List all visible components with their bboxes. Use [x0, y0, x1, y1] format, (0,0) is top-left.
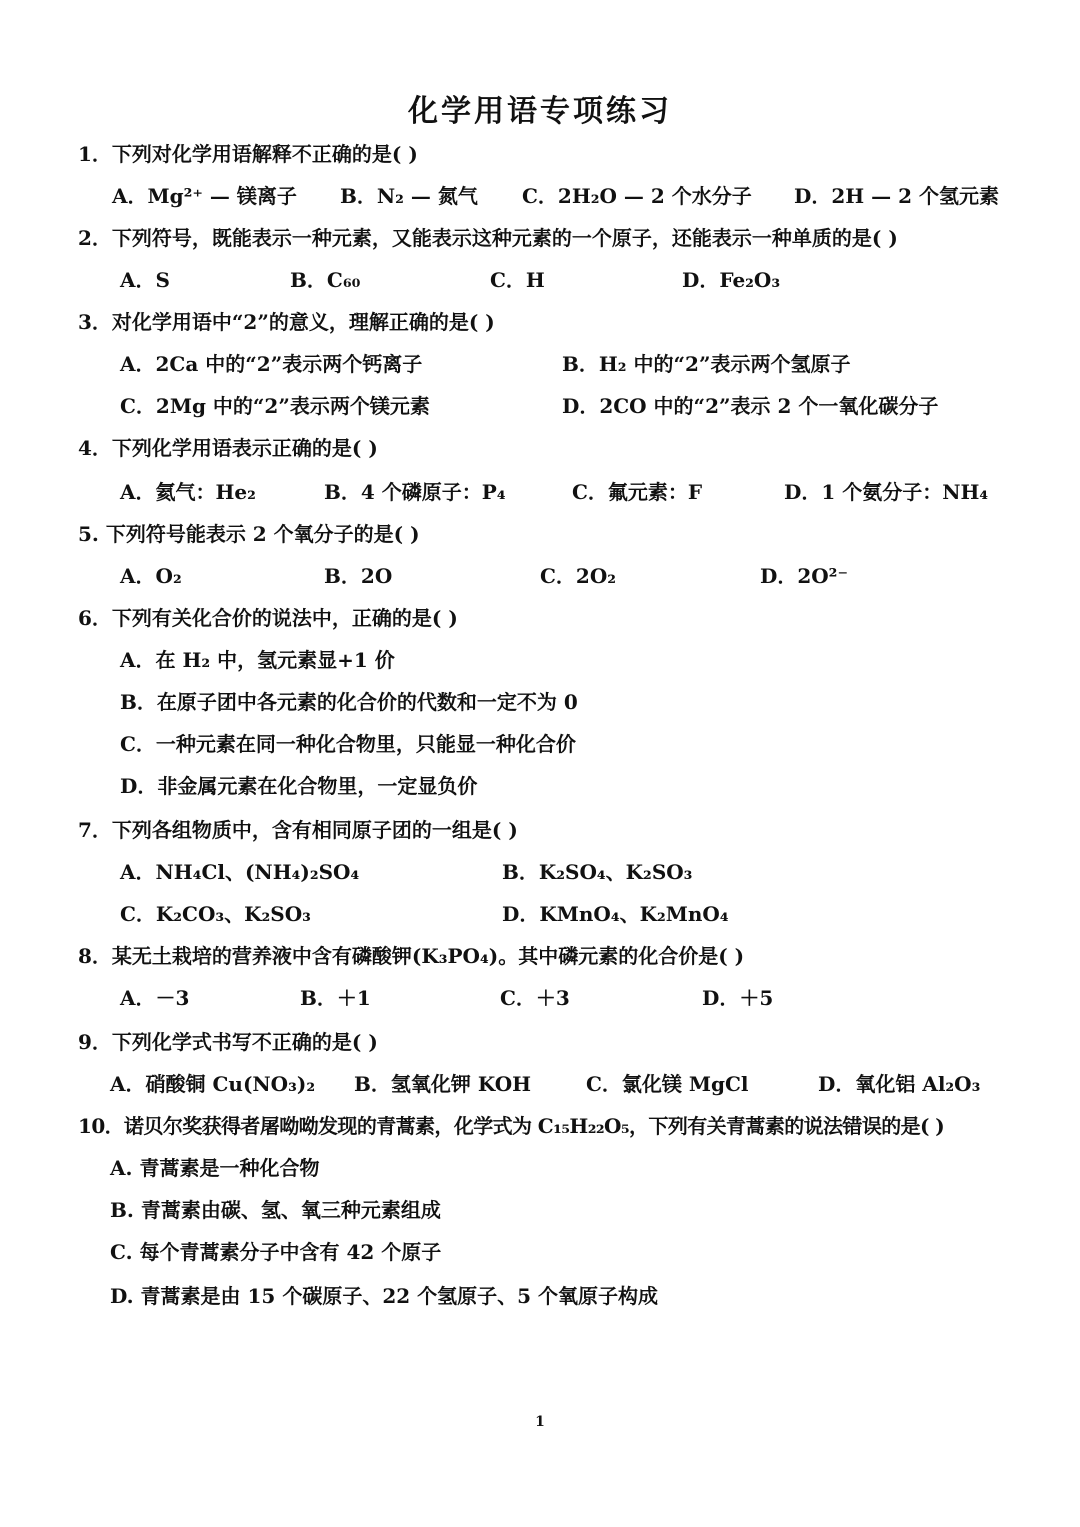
- question-8-option-c: C．＋3: [500, 986, 570, 1010]
- question-3-stem: 3．对化学用语中“2”的意义，理解正确的是( ): [78, 310, 495, 334]
- question-4-stem: 4．下列化学用语表示正确的是( ): [78, 436, 378, 460]
- question-2-option-d: D．Fe₂O₃: [682, 268, 781, 292]
- question-9-stem: 9．下列化学式书写不正确的是( ): [78, 1030, 378, 1054]
- question-8-option-d: D．＋5: [702, 986, 774, 1010]
- question-1-option-a: A．Mg²⁺ — 镁离子: [112, 184, 297, 208]
- question-9-option-b: B．氢氧化钾 KOH: [354, 1072, 532, 1096]
- page-number: 1: [535, 1414, 545, 1430]
- question-3-option-d: D．2CO 中的“2”表示 2 个一氧化碳分子: [562, 394, 939, 418]
- question-8-option-a: A．－3: [120, 986, 190, 1010]
- question-5-option-c: C．2O₂: [540, 564, 617, 588]
- question-1-option-d: D．2H — 2 个氢元素: [794, 184, 999, 208]
- question-5-stem: 5. 下列符号能表示 2 个氧分子的是( ): [78, 522, 420, 546]
- question-8-option-b: B．＋1: [300, 986, 371, 1010]
- question-4-option-d: D．1 个氨分子：NH₄: [784, 480, 989, 504]
- question-6-option-c: C．一种元素在同一种化合物里，只能显一种化合价: [120, 732, 576, 756]
- question-2-option-b: B．C₆₀: [290, 268, 361, 292]
- question-1-option-c: C．2H₂O — 2 个水分子: [522, 184, 752, 208]
- question-9-option-d: D．氧化铝 Al₂O₃: [818, 1072, 981, 1096]
- question-2-stem: 2．下列符号，既能表示一种元素，又能表示这种元素的一个原子，还能表示一种单质的是( ): [78, 226, 898, 250]
- page-title: 化学用语专项练习: [408, 94, 672, 129]
- question-2-option-a: A．S: [120, 268, 170, 292]
- question-4-option-a: A．氦气：He₂: [120, 480, 256, 504]
- question-10-stem: 10．诺贝尔奖获得者屠呦呦发现的青蒿素，化学式为 C₁₅H₂₂O₅，下列有关青蒿素的说法错误的是( ): [78, 1114, 945, 1138]
- question-5-option-d: D．2O²⁻: [760, 564, 848, 588]
- question-3-option-a: A．2Ca 中的“2”表示两个钙离子: [120, 352, 423, 376]
- question-3-option-c: C．2Mg 中的“2”表示两个镁元素: [120, 394, 430, 418]
- question-10-option-d: D. 青蒿素是由 15 个碳原子、22 个氢原子、5 个氧原子构成: [110, 1284, 658, 1308]
- question-6-option-b: B．在原子团中各元素的化合价的代数和一定不为 0: [120, 690, 578, 714]
- question-4-option-c: C．氟元素：F: [572, 480, 703, 504]
- question-7-option-c: C．K₂CO₃、K₂SO₃: [120, 902, 311, 926]
- question-10-option-c: C. 每个青蒿素分子中含有 42 个原子: [110, 1240, 442, 1264]
- question-3-option-b: B．H₂ 中的“2”表示两个氢原子: [562, 352, 851, 376]
- question-5-option-b: B．2O: [324, 564, 393, 588]
- question-5-option-a: A．O₂: [120, 564, 182, 588]
- question-10-option-a: A. 青蒿素是一种化合物: [110, 1156, 320, 1180]
- question-7-option-a: A．NH₄Cl、(NH₄)₂SO₄: [120, 860, 360, 884]
- question-2-option-c: C．H: [490, 268, 545, 292]
- question-1-option-b: B．N₂ — 氮气: [340, 184, 478, 208]
- question-9-option-c: C．氯化镁 MgCl: [586, 1072, 749, 1096]
- question-10-option-b: B. 青蒿素由碳、氢、氧三种元素组成: [110, 1198, 441, 1222]
- question-7-stem: 7．下列各组物质中，含有相同原子团的一组是( ): [78, 818, 518, 842]
- question-6-stem: 6．下列有关化合价的说法中，正确的是( ): [78, 606, 458, 630]
- question-9-option-a: A．硝酸铜 Cu(NO₃)₂: [110, 1072, 316, 1096]
- question-7-option-b: B．K₂SO₄、K₂SO₃: [502, 860, 693, 884]
- question-8-stem: 8．某无土栽培的营养液中含有磷酸钾(K₃PO₄)。其中磷元素的化合价是( ): [78, 944, 745, 968]
- question-6-option-a: A．在 H₂ 中，氢元素显+1 价: [120, 648, 395, 672]
- question-1-stem: 1．下列对化学用语解释不正确的是( ): [78, 142, 418, 166]
- question-6-option-d: D．非金属元素在化合物里，一定显负价: [120, 774, 478, 798]
- question-4-option-b: B．4 个磷原子：P₄: [324, 480, 506, 504]
- question-7-option-d: D．KMnO₄、K₂MnO₄: [502, 902, 729, 926]
